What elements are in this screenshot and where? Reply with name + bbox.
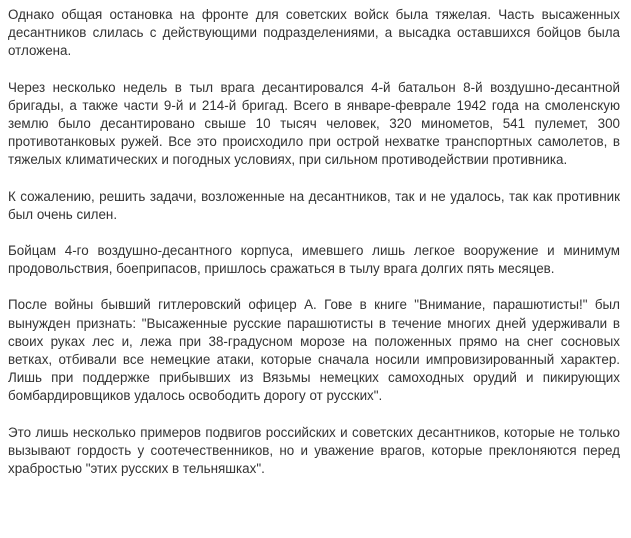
paragraph-5: После войны бывший гитлеровский офицер А. Гове в книге "Внимание, парашютисты!" был вынужден признать: "Высаженные русские парашютисты в течение многих дней удерживали в своих руках лес и, лежа при 38-градусном морозе на положенных прямо на снег сосновых ветках, отбивали все немецкие атаки, которые сначала носили импровизированный характер. Лишь при поддержке прибывших из Вязьмы немецких самоходных орудий и пикирующих бомбардировщиков удалось освободить дорогу от русских".: [8, 297, 620, 404]
paragraph-1: Однако общая остановка на фронте для советских войск была тяжелая. Часть высаженных десантников слилась с действующими подразделениями, а высадка оставшихся бойцов была отложена.: [8, 7, 620, 59]
paragraph-6: Это лишь несколько примеров подвигов российских и советских десантников, которые не только вызывают гордость у соотечественников, но и уважение врагов, которые преклоняются перед храбростью "этих русских в тельняшках".: [8, 424, 620, 477]
paragraph-3: К сожалению, решить задачи, возложенные на десантников, так и не удалось, так как противник был очень силен.: [8, 188, 620, 222]
article-body: [8, 6, 620, 496]
paragraph-4: Бойцам 4-го воздушно-десантного корпуса, имевшего лишь легкое вооружение и минимум продовольствия, боеприпасов, пришлось сражаться в тылу врага долгих пять месяцев.: [8, 243, 620, 277]
paragraph-2: Через несколько недель в тыл врага десантировался 4-й батальон 8-й воздушно-десантной бригады, а также части 9-й и 214-й бригад. Всего в январе-феврале 1942 года на смоленскую землю было десантировано свыше 10 тысяч человек, 320 минометов, 541 пулемет, 300 противотанковых ружей. Все это происходило при острой нехватке транспортных самолетов, в тяжелых климатических и погодных условиях, при сильном противодействии противника.: [8, 79, 620, 168]
